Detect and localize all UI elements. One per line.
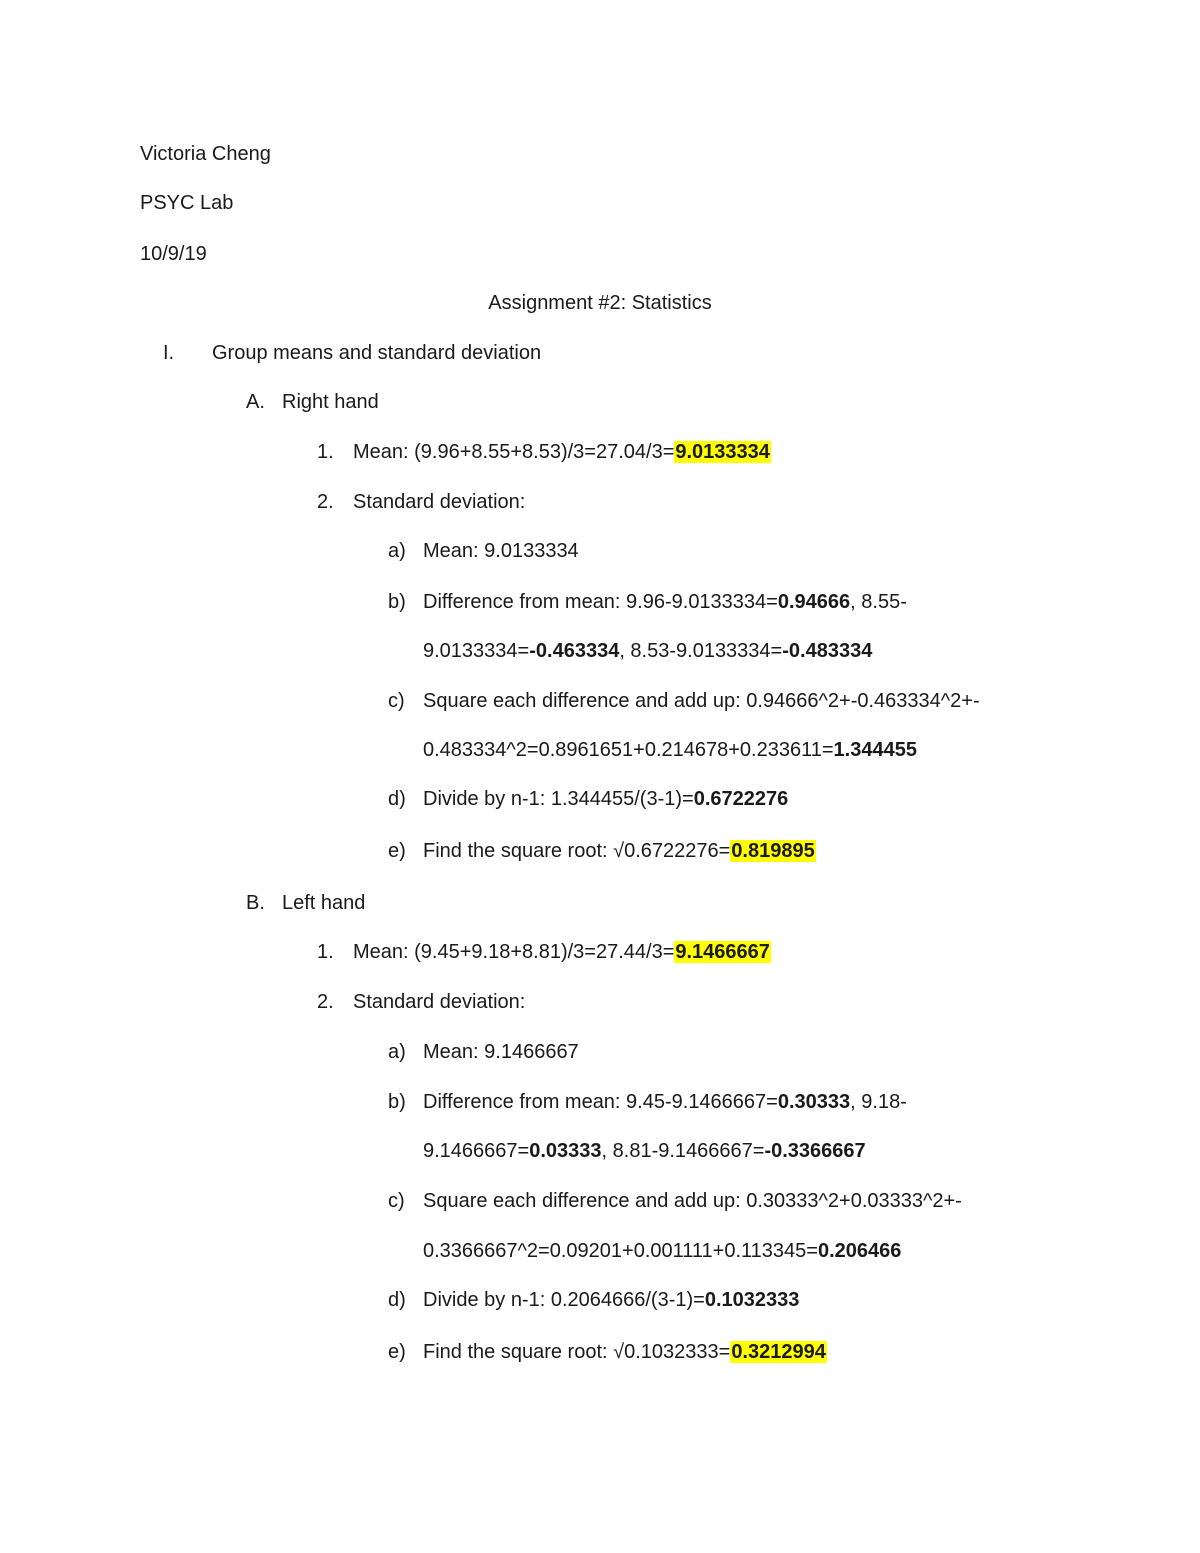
left-c2-text: 0.3366667^2=0.09201+0.001111+0.113345=: [423, 1240, 818, 1262]
left-sd-heading: Standard deviation:: [353, 991, 526, 1013]
left-b-tail: , 9.18-: [850, 1091, 907, 1113]
right-mean-text: Mean: (9.96+8.55+8.53)/3=27.04/3=: [353, 441, 675, 463]
right-step-a: Mean: 9.0133334: [423, 540, 579, 562]
right-b-value2: -0.463334: [529, 640, 620, 662]
left-step-c-line2: [423, 1239, 901, 1263]
step-marker: d): [388, 788, 406, 810]
step-marker: c): [388, 1190, 405, 1212]
left-e-text: Find the square root: √0.1032333=: [423, 1341, 731, 1363]
section-marker: I.: [163, 342, 175, 364]
left-step-b-line2: [423, 1139, 866, 1163]
left-d-text: Divide by n-1: 0.2064666/(3-1)=: [423, 1289, 705, 1311]
step-marker: e): [388, 1341, 406, 1363]
document-date: 10/9/19: [140, 243, 207, 265]
course-name: PSYC Lab: [140, 192, 234, 214]
author-name: Victoria Cheng: [140, 143, 271, 165]
left-step-a: Mean: 9.1466667: [423, 1041, 579, 1063]
right-b2-mid: , 8.53-9.0133334=: [619, 640, 783, 662]
right-mean-line: [353, 440, 771, 464]
left-b-text: Difference from mean: 9.45-9.1466667=: [423, 1091, 778, 1113]
left-step-c-line1: Square each difference and add up: 0.30333^2+0.03333^2+-: [423, 1190, 962, 1212]
step-marker: a): [388, 1041, 406, 1063]
right-b-value1: 0.94666: [777, 591, 851, 613]
subsection-marker: B.: [246, 892, 265, 914]
right-step-c-line2: [423, 738, 917, 762]
right-b-text: Difference from mean: 9.96-9.0133334=: [423, 591, 778, 613]
right-step-e: [423, 839, 816, 863]
step-marker: d): [388, 1289, 406, 1311]
left-step-b-line1: [423, 1090, 907, 1114]
left-sd-result: 0.3212994: [731, 1341, 826, 1363]
right-b-tail: , 8.55-: [850, 591, 907, 613]
right-sd-result: 0.819895: [731, 840, 815, 862]
list-marker: 2.: [317, 991, 334, 1013]
step-marker: c): [388, 690, 405, 712]
right-d-variance: 0.6722276: [693, 788, 789, 810]
left-step-d: [423, 1288, 799, 1312]
right-mean-result: 9.0133334: [675, 441, 770, 463]
left-mean-line: [353, 940, 771, 964]
list-marker: 1.: [317, 441, 334, 463]
right-step-b-line2: [423, 639, 872, 663]
step-marker: b): [388, 591, 406, 613]
list-marker: 1.: [317, 941, 334, 963]
left-step-e: [423, 1340, 827, 1364]
left-mean-text: Mean: (9.45+9.18+8.81)/3=27.44/3=: [353, 941, 675, 963]
right-e-text: Find the square root: √0.6722276=: [423, 840, 731, 862]
subsection-marker: A.: [246, 391, 265, 413]
right-c2-text: 0.483334^2=0.8961651+0.214678+0.233611=: [423, 739, 834, 761]
step-marker: a): [388, 540, 406, 562]
right-step-d: [423, 787, 788, 811]
step-marker: e): [388, 840, 406, 862]
left-d-variance: 0.1032333: [704, 1289, 800, 1311]
left-mean-result: 9.1466667: [675, 941, 770, 963]
left-b2-mid: , 8.81-9.1466667=: [601, 1140, 765, 1162]
right-b2-text: 9.0133334=: [423, 640, 530, 662]
subsection-heading-right-hand: Right hand: [282, 391, 379, 413]
left-b2-text: 9.1466667=: [423, 1140, 530, 1162]
document-title: Assignment #2: Statistics: [488, 292, 712, 314]
left-b-value1: 0.30333: [777, 1091, 851, 1113]
right-step-b-line1: [423, 590, 907, 614]
right-d-text: Divide by n-1: 1.344455/(3-1)=: [423, 788, 694, 810]
left-c-sum: 0.206466: [817, 1240, 902, 1262]
right-step-c-line1: Square each difference and add up: 0.94666^2+-0.463334^2+-: [423, 690, 980, 712]
subsection-heading-left-hand: Left hand: [282, 892, 366, 914]
step-marker: b): [388, 1091, 406, 1113]
right-sd-heading: Standard deviation:: [353, 491, 526, 513]
left-b-value3: -0.3366667: [764, 1140, 866, 1162]
list-marker: 2.: [317, 491, 334, 513]
section-heading: Group means and standard deviation: [212, 342, 542, 364]
right-b-value3: -0.483334: [782, 640, 873, 662]
right-c-sum: 1.344455: [833, 739, 917, 761]
left-b-value2: 0.03333: [529, 1140, 602, 1162]
